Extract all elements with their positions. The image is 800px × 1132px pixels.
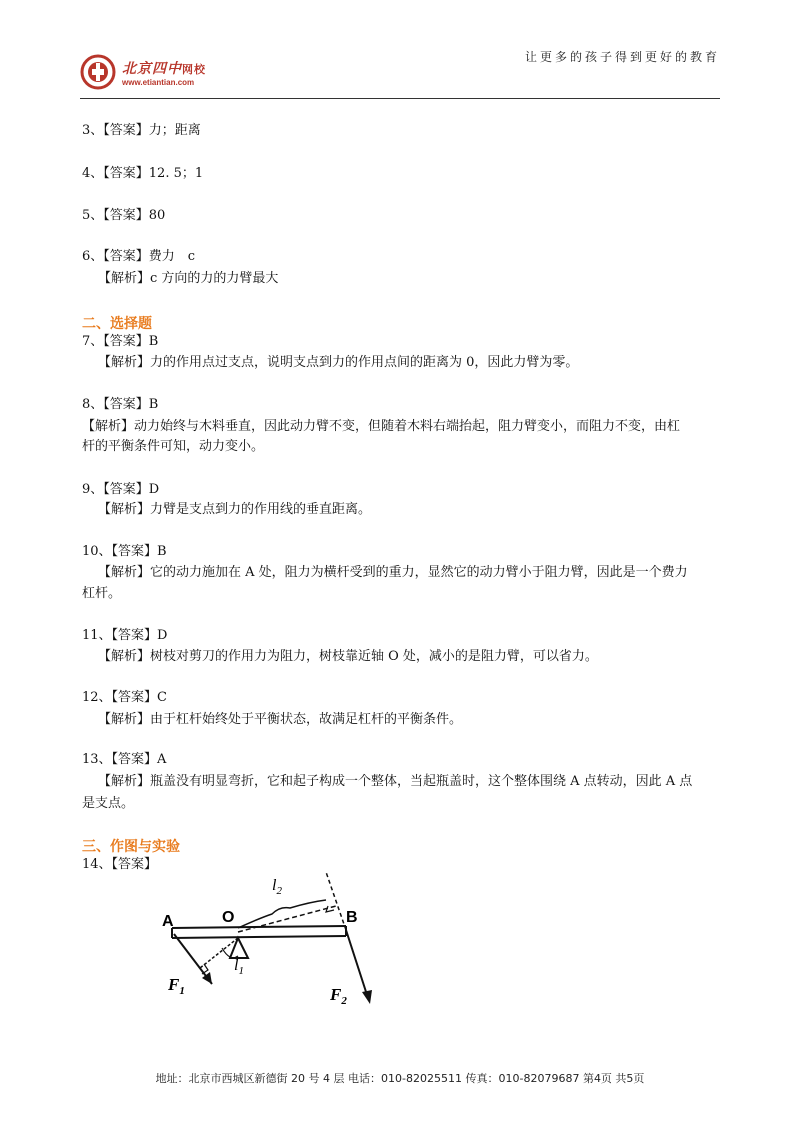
force-f2-arrow — [346, 930, 372, 1004]
label-f1: $F_1$ — [168, 975, 185, 997]
lever-diagram — [160, 866, 380, 1016]
answer-12: 12、【答案】C — [82, 690, 167, 705]
school-logo-icon — [80, 54, 116, 90]
answer-6: 6、【答案】费力 c — [82, 249, 196, 264]
logo-suffix: 网校 — [182, 62, 206, 76]
answer-10: 10、【答案】B — [82, 544, 167, 559]
answer-11: 11、【答案】D — [82, 628, 168, 643]
logo-name: 北京四中 — [122, 60, 182, 77]
label-o: O — [222, 909, 235, 926]
label-a: A — [162, 913, 174, 930]
answer-4: 4、【答案】12. 5；1 — [82, 166, 204, 181]
section-drawing-title: 三、作图与实验 — [82, 839, 180, 855]
header-divider — [80, 98, 720, 99]
page-footer: 地址：北京市西城区新德街 20 号 4 层 电话：010-82025511 传真：010-82079687 第4页 共5页 — [155, 1072, 645, 1085]
fulcrum — [230, 938, 248, 958]
analysis-13-line1: 【解析】瓶盖没有明显弯折，它和起子构成一个整体，当起瓶盖时，这个整体围绕 A 点转动，因此 A 点 — [98, 774, 693, 789]
section-choice-title: 二、选择题 — [82, 316, 152, 332]
answer-5: 5、【答案】80 — [82, 208, 166, 223]
arm-l1 — [200, 938, 238, 974]
logo-url: www.etiantian.com — [122, 77, 195, 87]
label-b: B — [346, 909, 358, 926]
force-f1-arrow — [174, 934, 212, 984]
analysis-13-line2: 是支点。 — [82, 796, 135, 811]
lever-bar — [172, 926, 346, 938]
analysis-12: 【解析】由于杠杆始终处于平衡状态，故满足杠杆的平衡条件。 — [98, 712, 463, 727]
analysis-8-line1: 【解析】动力始终与木料垂直，因此动力臂不变，但随着木料右端抬起，阻力臂变小，而阻力不变，由杠 — [82, 419, 681, 434]
answer-3: 3、【答案】力；距离 — [82, 123, 201, 138]
analysis-11: 【解析】树枝对剪刀的作用力为阻力，树枝靠近轴 O 处，减小的是阻力臂，可以省力。 — [98, 649, 598, 664]
label-l2: $l_2$ — [272, 877, 282, 897]
page-header — [80, 44, 720, 102]
analysis-6: 【解析】c 方向的力的力臂最大 — [98, 271, 279, 286]
answer-14: 14、【答案】 — [82, 857, 158, 872]
analysis-10-line2: 杠杆。 — [82, 586, 122, 601]
label-f2: $F_2$ — [330, 985, 347, 1007]
label-l1: $l_1$ — [234, 957, 244, 977]
analysis-10-line1: 【解析】它的动力施加在 A 处，阻力为横杆受到的重力，显然它的动力臂小于阻力臂，因此是一个费力 — [98, 565, 688, 580]
analysis-9: 【解析】力臂是支点到力的作用线的垂直距离。 — [98, 502, 372, 517]
answer-7: 7、【答案】B — [82, 334, 159, 349]
arm-l2 — [238, 872, 346, 932]
logo — [80, 54, 206, 90]
slogan: 让更多的孩子得到更好的教育 — [524, 50, 720, 64]
analysis-8-line2: 杆的平衡条件可知，动力变小。 — [82, 439, 265, 454]
answer-13: 13、【答案】A — [82, 752, 167, 767]
answer-8: 8、【答案】B — [82, 397, 159, 412]
analysis-7: 【解析】力的作用点过支点，说明支点到力的作用点间的距离为 0，因此力臂为零。 — [98, 355, 579, 370]
answer-9: 9、【答案】D — [82, 482, 160, 497]
